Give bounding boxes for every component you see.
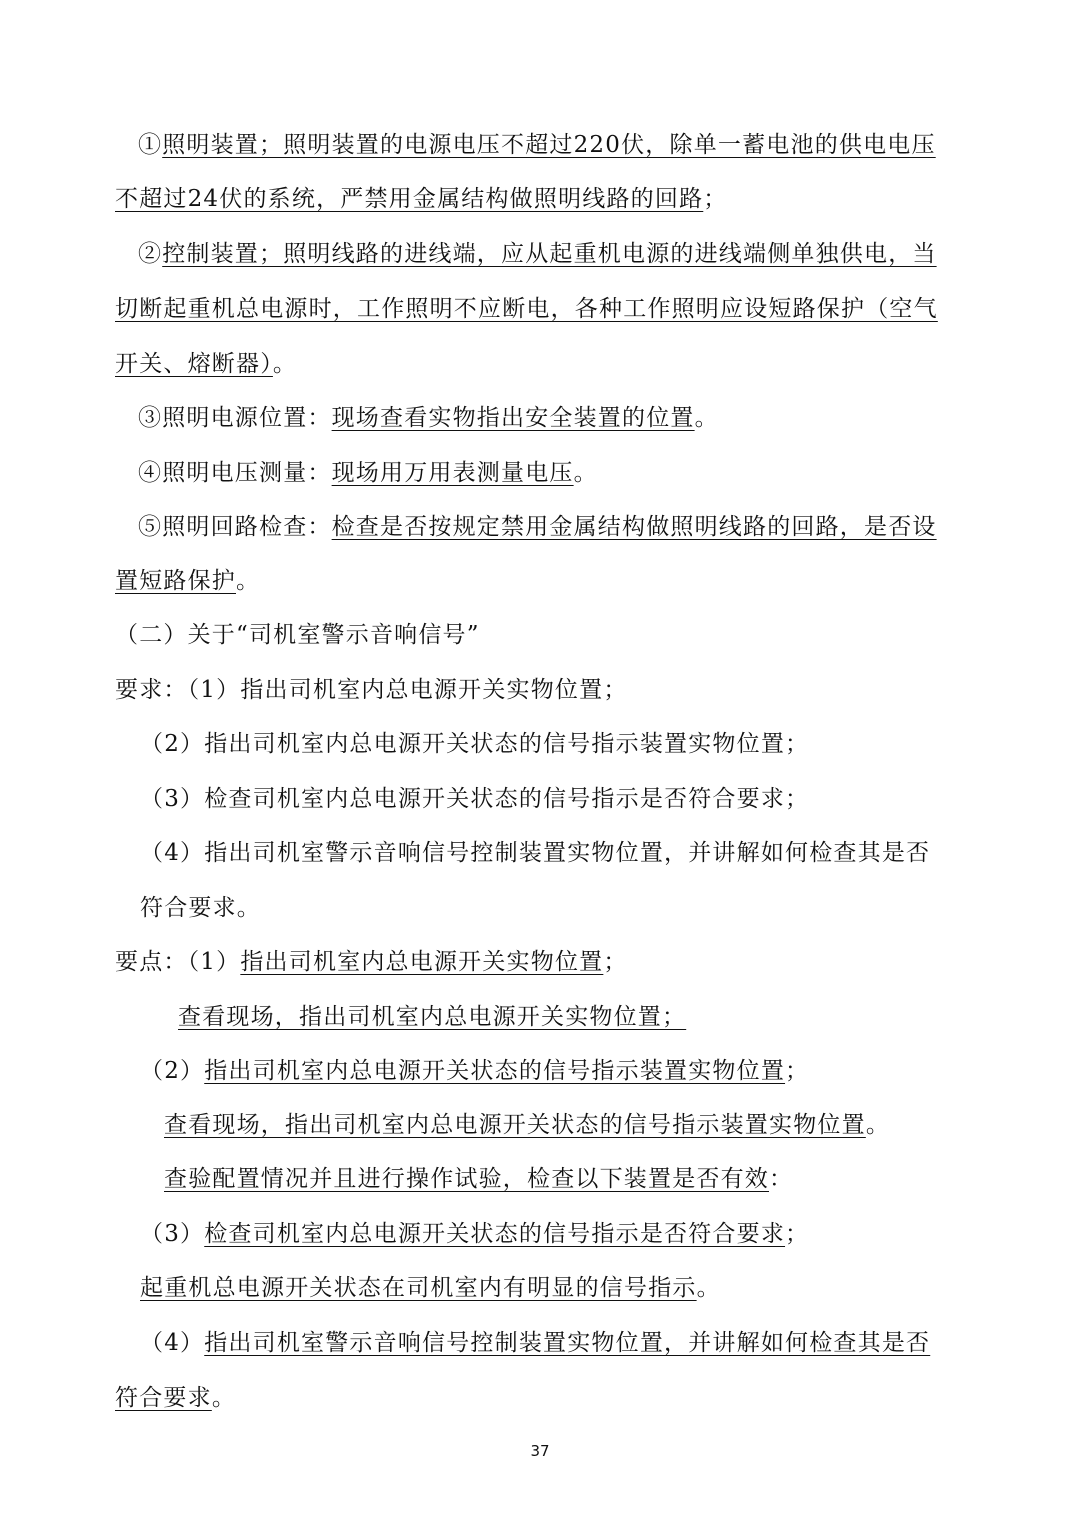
requirement-2: （2）指出司机室内总电源开关状态的信号指示装置实物位置； <box>140 731 810 757</box>
item-1-line-2: 不超过24伏的系统，严禁用金属结构做照明线路的回路； <box>115 186 728 212</box>
key-point-4-line-2: 符合要求。 <box>115 1385 237 1411</box>
item-3: ③照明电源位置：现场查看实物指出安全装置的位置。 <box>138 405 719 431</box>
key-point-1-detail: 查看现场，指出司机室内总电源开关实物位置； <box>178 1004 687 1030</box>
key-point-3: （3）检查司机室内总电源开关状态的信号指示是否符合要求； <box>140 1221 810 1247</box>
requirement-4-line-2: 符合要求。 <box>140 895 261 921</box>
requirement-1: 要求：（1）指出司机室内总电源开关实物位置； <box>115 677 628 703</box>
key-point-4-line-1: （4）指出司机室警示音响信号控制装置实物位置，并讲解如何检查其是否 <box>140 1330 931 1356</box>
key-point-2-detail-2: 查验配置情况并且进行操作试验，检查以下装置是否有效： <box>164 1166 794 1192</box>
item-5-line-1: ⑤照明回路检查：检查是否按规定禁用金属结构做照明线路的回路，是否设 <box>138 514 937 540</box>
page-number: 37 <box>530 1442 550 1460</box>
item-1-line-1: ①照明装置；照明装置的电源电压不超过220伏，除单一蓄电池的供电电压 <box>138 132 936 158</box>
item-2-line-3: 开关、熔断器）。 <box>115 351 298 377</box>
item-5-line-2: 置短路保护。 <box>115 568 261 594</box>
item-4: ④照明电压测量：现场用万用表测量电压。 <box>138 460 598 486</box>
section-heading: （二）关于“司机室警示音响信号” <box>115 622 480 648</box>
requirement-3: （3）检查司机室内总电源开关状态的信号指示是否符合要求； <box>140 786 810 812</box>
item-2-line-1: ②控制装置；照明线路的进线端，应从起重机电源的进线端侧单独供电，当 <box>138 241 937 267</box>
key-point-3-detail: 起重机总电源开关状态在司机室内有明显的信号指示。 <box>140 1275 721 1301</box>
key-point-2: （2）指出司机室内总电源开关状态的信号指示装置实物位置； <box>140 1058 810 1084</box>
requirement-4-line-1: （4）指出司机室警示音响信号控制装置实物位置，并讲解如何检查其是否 <box>140 840 931 866</box>
key-point-1: 要点：（1）指出司机室内总电源开关实物位置； <box>115 949 628 975</box>
item-2-line-2: 切断起重机总电源时，工作照明不应断电，各种工作照明应设短路保护（空气 <box>115 296 938 322</box>
key-point-2-detail-1: 查看现场，指出司机室内总电源开关状态的信号指示装置实物位置。 <box>164 1112 891 1138</box>
